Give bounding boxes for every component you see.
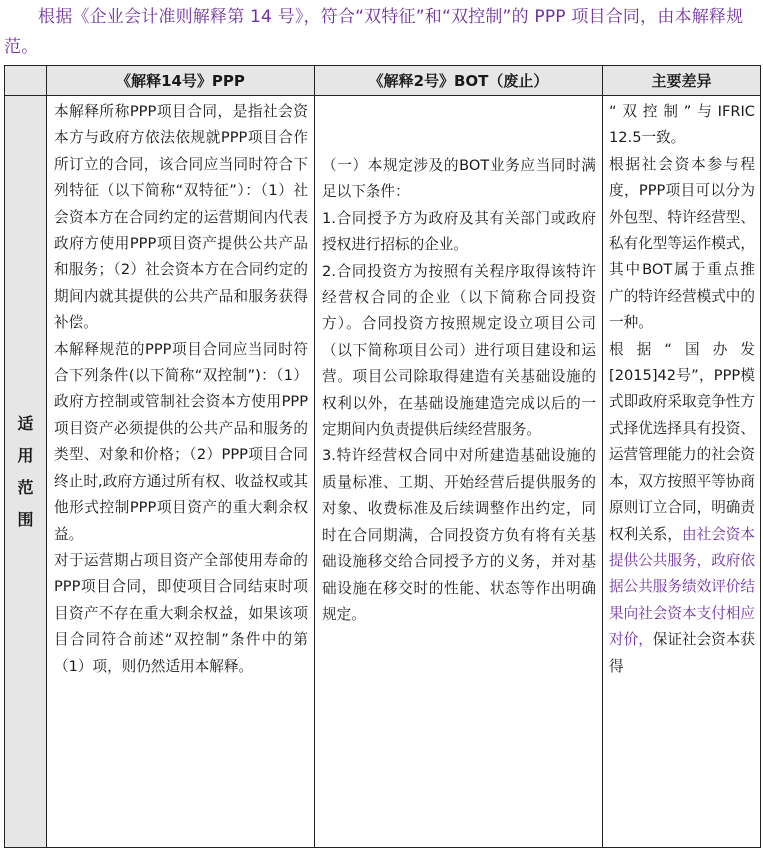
col3-paragraph-3-tail: 保证社会资本获得 (609, 631, 755, 675)
cell-interpretation-2 (315, 96, 603, 848)
comparison-table (4, 65, 761, 848)
table-row-scope (5, 96, 761, 848)
col3-paragraph-3 (609, 337, 755, 680)
header-interpretation-2: 《解释2号》BOT（废止） (315, 66, 603, 96)
col2-paragraph-3: 2.合同投资方为按照有关程序取得该特许经营权合同的企业（以下简称合同投资方）。合同投资方按照规定设立项目公司（以下简称项目公司）进行项目建设和运营。项目公司除取得建造有关基础设施的权利以外，在基础设施建造完成以后的一定期间内负责提供后续经营服务。 (322, 262, 596, 439)
col1-paragraph-1: 本解释所称PPP项目合同，是指社会资本方与政府方依法依规就PPP项目合作所订立的合同，该合同应当同时符合下列特征（以下简称“双特征”）：（1）社会资本方在合同约定的运营期间内代表政府方使用PPP项目资产提供公共产品和服务；（2）社会资本方在合同约定的期间内就其提供的公共产品和服务获得补偿。 (54, 103, 308, 332)
header-main-differences: 主要差异 (603, 66, 761, 96)
table-header-row (5, 66, 761, 96)
intro-paragraph: 根据《企业会计准则解释第 14 号》，符合“双特征”和“双控制”的 PPP 项目合同，由本解释规范。 (4, 7, 744, 57)
col3-paragraph-2: 根据社会资本参与程度，PPP项目可以分为外包型、特许经营型、私有化型等运作模式，其中BOT属于重点推广的特许经营模式中的一种。 (609, 155, 755, 332)
col3-paragraph-3-plain: 根据“国办发[2015]42号”，PPP模式即政府采取竞争性方式择优选择具有投资、运营管理能力的社会资本，双方按照平等协商原则订立合同，明确责权利关系， (609, 340, 755, 543)
col1-paragraph-3: 对于运营期占项目资产全部使用寿命的PPP项目合同，即使项目合同结束时项目资产不存在重大剩余权益，如果该项目合同符合前述“双控制”条件中的第（1）项，则仍然适用本解释。 (54, 551, 308, 675)
col1-paragraph-2: 本解释规范的PPP项目合同应当同时符合下列条件(以下简称“双控制”)：（1）政府方控制或管制社会资本方使用PPP项目资产必须提供的公共产品和服务的类型、对象和价格；（2）PPP项目合同终止时,政府方通过所有权、收益权或其他形式控制PPP项目资产的重大剩余权益。 (54, 340, 308, 543)
cell-main-differences (603, 96, 761, 848)
table-corner-cell (5, 66, 47, 96)
cell-interpretation-14 (47, 96, 315, 848)
row-label-scope (5, 96, 47, 848)
col3-highlighted-text: 由社会资本提供公共服务，政府依据公共服务绩效评价结果向社会资本支付相应对价， (609, 525, 755, 649)
header-interpretation-14: 《解释14号》PPP (47, 66, 315, 96)
col3-paragraph-1: “双控制”与IFRIC 12.5一致。 (609, 103, 755, 147)
col2-paragraph-1: （一）本规定涉及的BOT业务应当同时满足以下条件： (322, 157, 596, 201)
col2-paragraph-2: 1.合同授予方为政府及其有关部门或政府授权进行招标的企业。 (322, 209, 596, 254)
row-label-text: 适用范围 (17, 413, 34, 529)
col2-paragraph-4: 3.特许经营权合同中对所建造基础设施的质量标准、工期、开始经营后提供服务的对象、收费标准及后续调整作出约定，同时在合同期满，合同投资方负有将有关基础设施移交给合同授予方的义务，并对基础设施在移交时的性能、状态等作出明确规定。 (322, 447, 596, 623)
